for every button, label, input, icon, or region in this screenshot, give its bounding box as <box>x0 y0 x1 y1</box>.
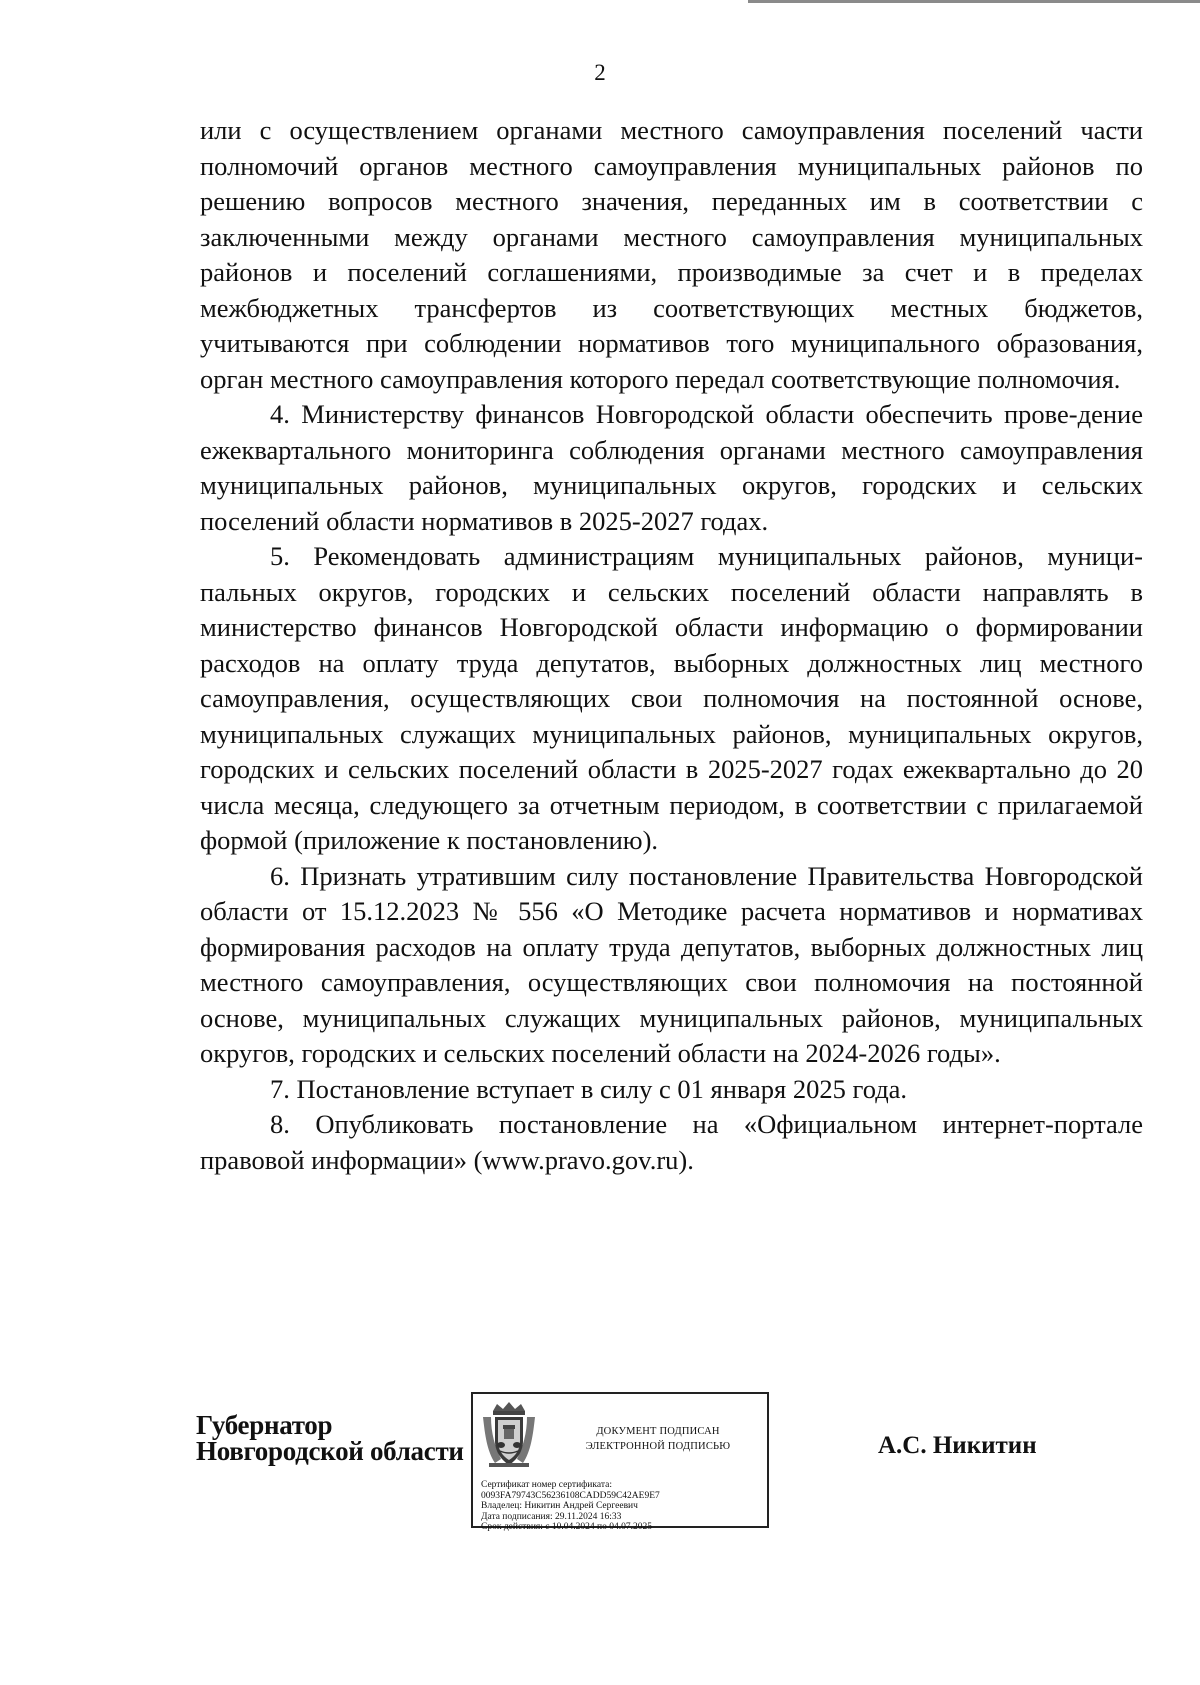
paragraph-6: 6. Признать утратившим силу постановление Правительства Новгородской области от 15.12.2023 № 556 «О Методике расчета нормативов и нормативах формирования расходов на оплату труда депутатов, выборных должностных лиц местного самоуправления, осуществляющих свои полномочия на постоянной основе, муниципальных служащих муниципальных районов, муниципальных округов, городских и сельских поселений области на 2024-2026 годы». <box>200 860 1143 1068</box>
page-number: 2 <box>594 60 606 85</box>
signatory-title-line1: Губернатор <box>196 1410 333 1440</box>
document-body <box>200 113 1143 1178</box>
stamp-owner: Владелец: Никитин Андрей Сергеевич <box>481 1501 638 1511</box>
stamp-validity: Срок действия: с 10.04.2024 по 04.07.2025 <box>481 1522 652 1532</box>
stamp-heading <box>553 1424 763 1454</box>
coat-of-arms-icon <box>481 1401 537 1469</box>
paragraph-4: 4. Министерству финансов Новгородской области обеспечить прове-дение ежеквартального мониторинга соблюдения органами местного самоуправления муниципальных районов, муниципальных округов, городских и сельских поселений области нормативов в 2025-2027 годах. <box>200 399 1143 536</box>
stamp-cert-number: 0093FA79743C56236108CADD59C42AE9E7 <box>481 1490 660 1501</box>
stamp-heading-line1: ДОКУМЕНТ ПОДПИСАН <box>596 1426 720 1437</box>
electronic-signature-stamp <box>471 1392 769 1532</box>
paragraph-5: 5. Рекомендовать администрациям муниципальных районов, муници-пальных округов, городских и сельских поселений области направлять в министерство финансов Новгородской области информацию о формировании расходов на оплату труда депутатов, выборных должностных лиц местного самоуправления, осуществляющих свои полномочия на постоянной основе, муниципальных служащих муниципальных районов, муниципальных округов, городских и сельских поселений области в 2025-2027 годах ежеквартально до 20 числа месяца, следующего за отчетным периодом, в соответствии с прилагаемой формой (приложение к постановлению). <box>200 541 1143 855</box>
signer-name: А.С. Никитин <box>878 1432 1037 1459</box>
stamp-cert-label: Сертификат номер сертификата: <box>481 1480 612 1490</box>
stamp-signed-date: Дата подписания: 29.11.2024 16:33 <box>481 1511 622 1522</box>
stamp-heading-line2: ЭЛЕКТРОННОЙ ПОДПИСЬЮ <box>585 1441 731 1452</box>
signatory-title-line2: Новгородской области <box>196 1436 464 1466</box>
paragraph-continuation: или с осуществлением органами местного самоуправления поселений части полномочий органов местного самоуправления муниципальных районов по решению вопросов местного значения, переданных им в соответствии с заключенными между органами местного самоуправления муниципальных районов и поселений соглашениями, производимые за счет и в пределах межбюджетных трансфертов из соответствующих местных бюджетов, учитываются при соблюдении нормативов того муниципального образования, орган местного самоуправления которого передал соответствующие полномочия. <box>200 115 1143 394</box>
paragraph-8: 8. Опубликовать постановление на «Официальном интернет-портале правовой информации» (www.pravo.gov.ru). <box>200 1109 1143 1175</box>
stamp-details <box>481 1480 767 1533</box>
signature-block <box>0 1392 1200 1582</box>
paragraph-7: 7. Постановление вступает в силу с 01 января 2025 года. <box>270 1073 908 1104</box>
scan-edge-line <box>748 0 1200 3</box>
signatory-title <box>196 1412 464 1464</box>
